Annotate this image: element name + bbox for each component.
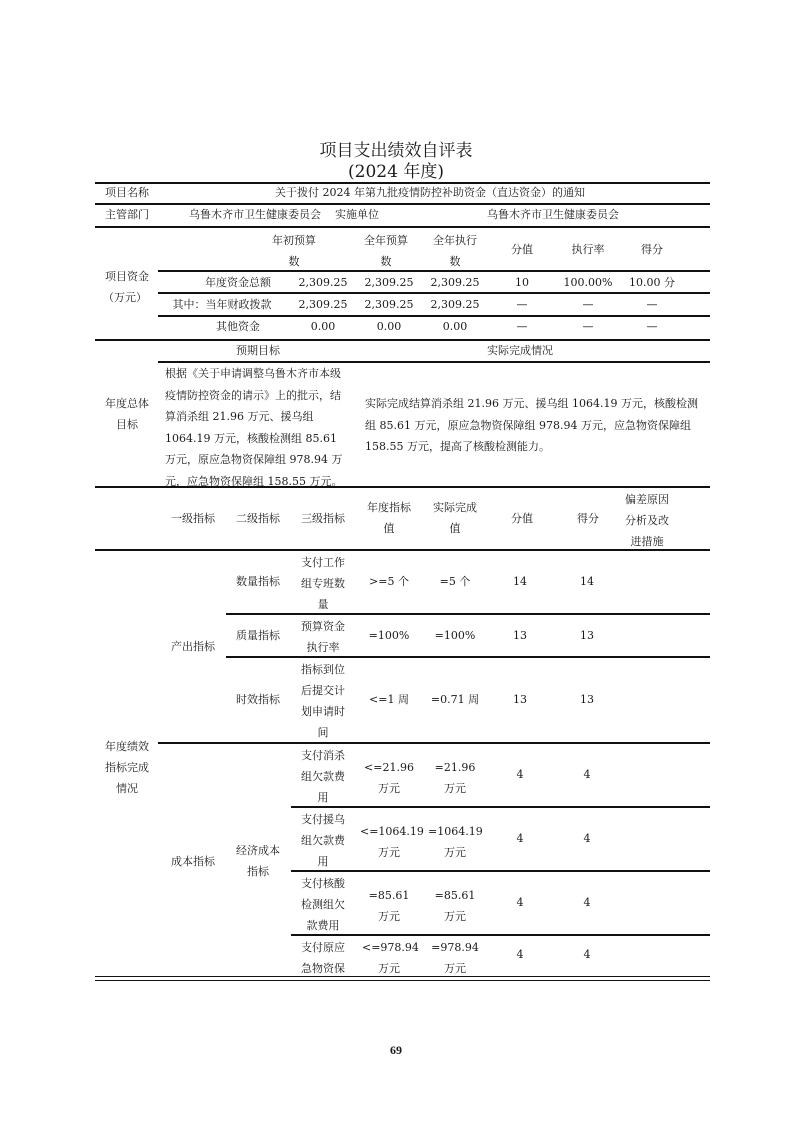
fund-cell: 2,309.25 [430,276,480,289]
funds-section-unit: （万元） [103,291,147,304]
ind-target: <=1064.19 万元 [360,825,424,859]
goals-actual-text: 实际完成结算消杀组 21.96 万元、援乌组 1064.19 万元，核酸检测组 85.61 万元，原应急物资保障组 978.94 万元，应急物资保障组 158.55 万元，提高了核酸检测能力。 [365,397,698,453]
rule-ind-output-bottom [158,742,710,744]
fund-cell: 2,309.25 [298,298,348,311]
rule-fund-bottom [95,339,710,341]
ind-actual: =978.94 万元 [431,941,479,975]
impl-label: 实施单位 [335,208,379,221]
ind-target: >=5 个 [369,575,409,588]
ind-level2: 时效指标 [236,693,280,706]
ind-section-label: 年度绩效指标完成情况 [105,740,149,795]
fund-cell: — [646,298,658,311]
ind-actual: =100% [434,629,476,642]
rule-fund-row1-bottom [158,292,710,294]
rule-fund-row2-bottom [158,315,710,317]
ind-weight: 4 [516,896,524,909]
ind-score: 14 [580,575,594,588]
ind-header-target: 年度指标值 [367,501,411,535]
ind-weight: 4 [516,768,524,781]
ind-weight: 13 [513,693,527,706]
ind-level3: 支付原应急物资保 [301,941,345,975]
project-name-label: 项目名称 [105,186,149,199]
ind-header-level3: 三级指标 [301,512,345,525]
fund-cell: — [646,320,658,333]
goals-expected-header: 预期目标 [236,344,280,357]
funds-header-score: 得分 [641,243,663,256]
ind-level3: 指标到位后提交计划申请时间 [301,663,345,739]
document-subtitle: (2024 年度) [348,162,444,182]
fund-cell: 2,309.25 [430,298,480,311]
ind-level3: 预算资金执行率 [301,620,345,654]
ind-weight: 4 [516,832,524,845]
ind-actual: =1064.19 万元 [428,825,483,859]
funds-header-rate: 执行率 [571,243,605,256]
fund-cell: 100.00% [563,276,613,289]
ind-actual: =21.96 万元 [434,761,476,795]
ind-level2-cost: 经济成本指标 [236,844,280,878]
goals-expected-text: 根据《关于申请调整乌鲁木齐市本级疫情防控资金的请示》上的批示，结算消杀组 21.96 万元、援乌组 1064.19 万元，核酸检测组 85.61 万元，原应急物资保障组 978.94 万元，应急物资保障组 158.55 万元。 [165,367,343,488]
goals-section-label: 年度总体目标 [105,397,149,431]
ind-target: <=1 周 [369,693,409,706]
fund-cell: 0.00 [376,320,402,333]
fund-cell: 10.00 分 [629,276,675,289]
goals-actual-header: 实际完成情况 [487,344,553,357]
funds-header-weight: 分值 [511,243,533,256]
ind-level3: 支付核酸检测组欠款费用 [301,877,345,932]
ind-level1-cost: 成本指标 [171,855,215,868]
ind-level2: 质量指标 [236,629,280,642]
ind-header-deviation: 偏差原因分析及改进措施 [625,493,669,548]
ind-header-actual: 实际完成值 [433,501,477,535]
rule-top [95,182,710,184]
fund-row-label: 其他资金 [216,320,260,333]
rule-name-bottom [95,203,710,205]
ind-score: 13 [580,693,594,706]
ind-header-weight: 分值 [511,512,533,525]
funds-header-executed: 全年执行数 [433,234,477,268]
ind-level2: 数量指标 [236,575,280,588]
fund-cell: — [582,320,594,333]
ind-target: =100% [368,629,410,642]
project-name-value: 关于拨付 2024 年第九批疫情防控补助资金（直达资金）的通知 [275,186,585,199]
document-title: 项目支出绩效自评表 [319,141,473,161]
rule-ind-r4-bottom [291,806,710,808]
ind-level3: 支付消杀组欠款费用 [301,749,345,804]
ind-target: =85.61 万元 [368,889,410,923]
ind-actual: =85.61 万元 [434,889,476,923]
fund-cell: 2,309.25 [364,276,414,289]
fund-cell: 10 [515,276,529,289]
ind-level1-output: 产出指标 [171,640,215,653]
ind-actual: =0.71 周 [430,693,480,706]
rule-ind-r6-bottom [291,934,710,936]
ind-level3: 支付工作组专班数量 [301,556,345,611]
page-number: 69 [390,1043,402,1057]
ind-actual: =5 个 [439,575,471,588]
ind-target: <=978.94 万元 [362,941,419,975]
impl-value: 乌鲁木齐市卫生健康委员会 [487,208,619,221]
rule-ind-r5-bottom [291,870,710,872]
dept-label: 主管部门 [105,208,149,221]
ind-weight: 14 [513,575,527,588]
ind-score: 13 [580,629,594,642]
fund-row-label: 年度资金总额 [205,276,271,289]
fund-cell: — [516,320,528,333]
rule-ind-header-bottom [95,549,710,551]
ind-target: <=21.96 万元 [364,761,414,795]
funds-header-initial: 年初预算数 [272,234,316,268]
fund-row-label: 其中：当年财政拨款 [172,298,272,311]
funds-section-label: 项目资金 [105,270,149,283]
fund-cell: — [516,298,528,311]
ind-header-score: 得分 [577,512,599,525]
ind-weight: 13 [513,629,527,642]
fund-cell: — [582,298,594,311]
fund-cell: 2,309.25 [364,298,414,311]
rule-dept-bottom [95,226,710,228]
dept-value: 乌鲁木齐市卫生健康委员会 [189,208,321,221]
ind-score: 4 [583,832,591,845]
ind-score: 4 [583,948,591,961]
ind-score: 4 [583,768,591,781]
funds-header-full-budget: 全年预算数 [364,234,408,268]
ind-weight: 4 [516,948,524,961]
fund-cell: 0.00 [310,320,336,333]
fund-cell: 0.00 [442,320,468,333]
ind-header-level2: 二级指标 [236,512,280,525]
fund-cell: 2,309.25 [298,276,348,289]
ind-header-level1: 一级指标 [171,512,215,525]
ind-score: 4 [583,896,591,909]
ind-level3: 支付援乌组欠款费用 [301,813,345,868]
